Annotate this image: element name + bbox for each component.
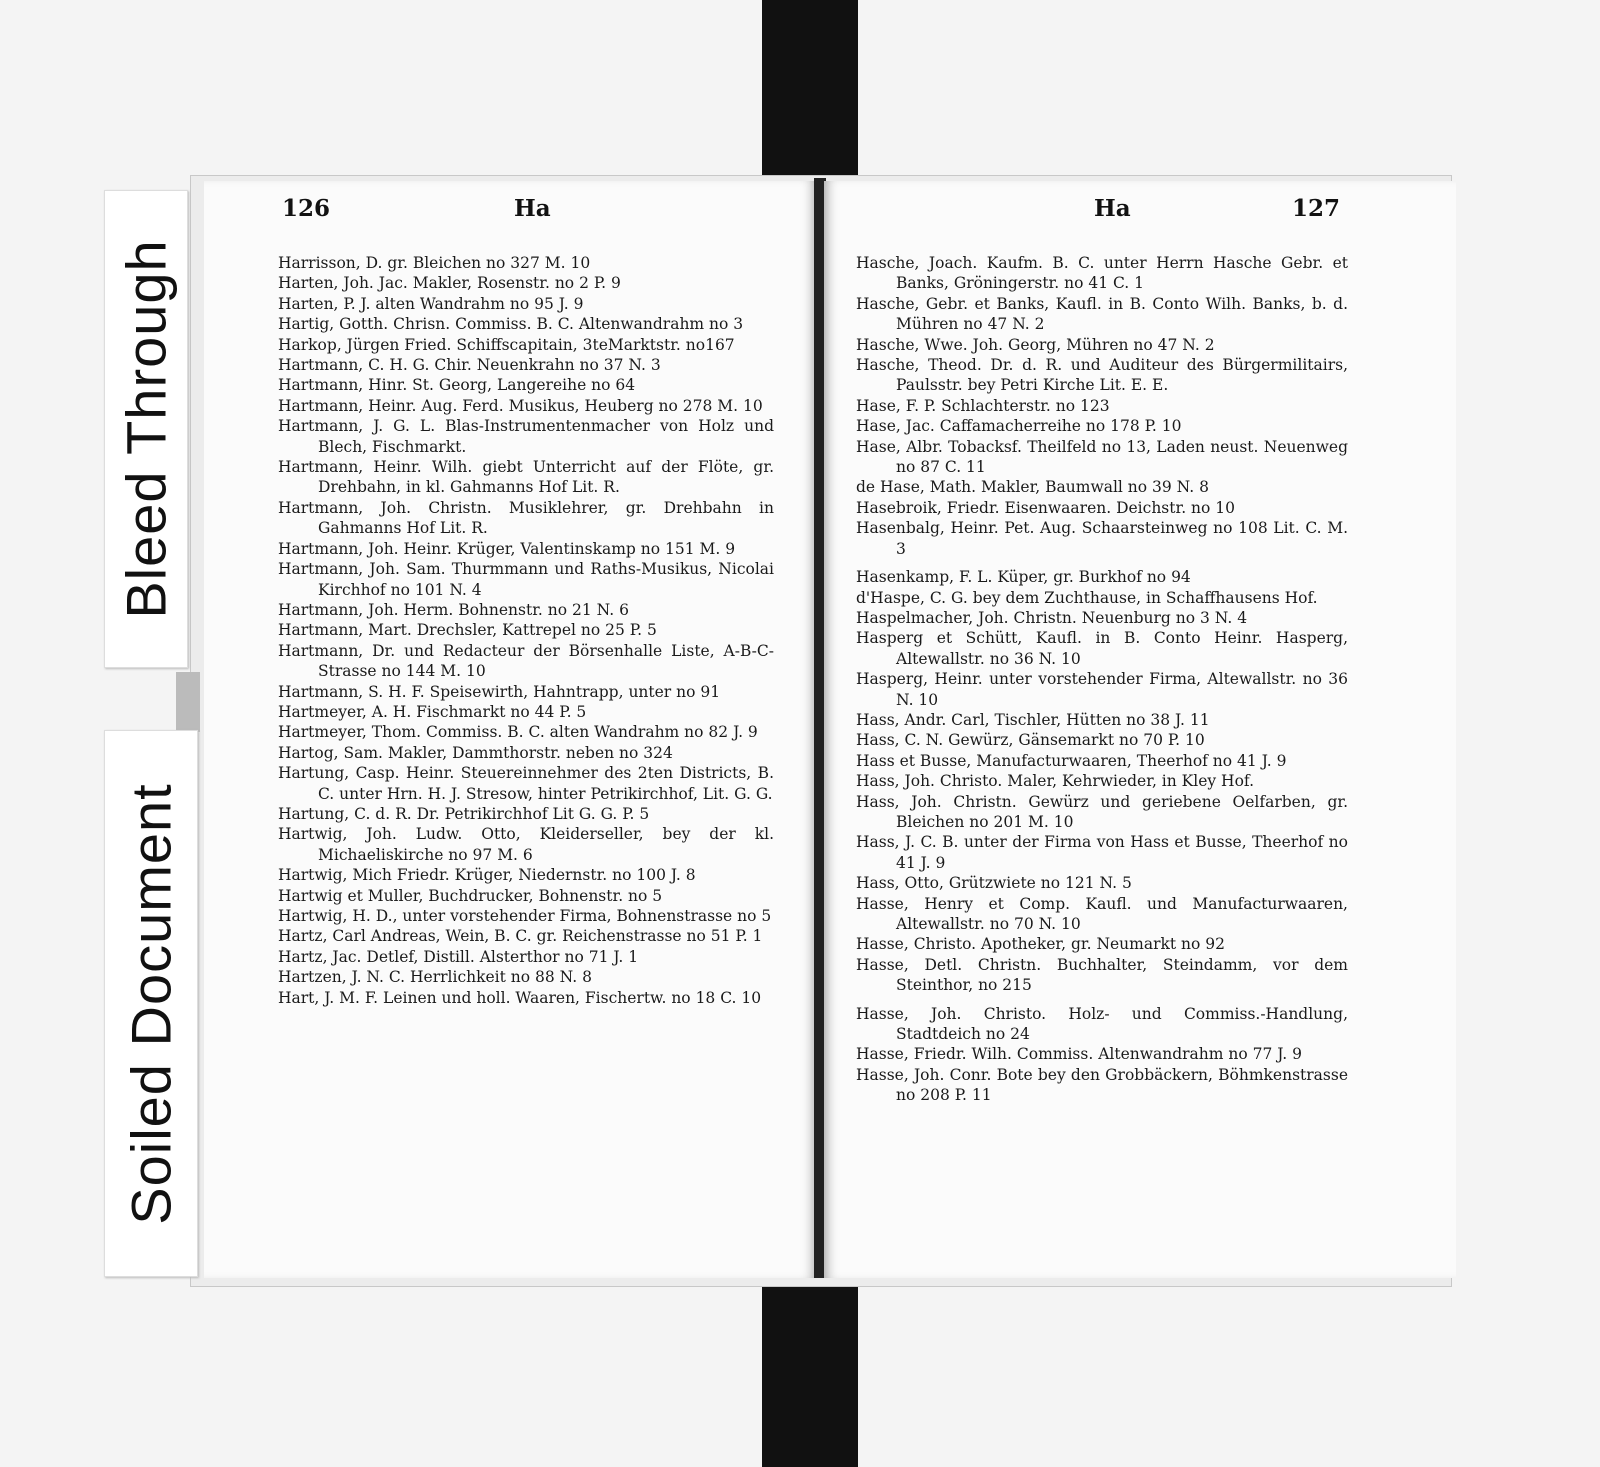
- directory-entry: de Hase, Math. Makler, Baumwall no 39 N. 8: [856, 478, 1209, 497]
- directory-entry: Hartmann, J. G. L. Blas-Instrumentenmacher von Holz und Blech, Fischmarkt.: [278, 417, 774, 456]
- tag-divider: [176, 672, 200, 732]
- directory-entry: Hasse, Christo. Apotheker, gr. Neumarkt no 92: [856, 935, 1226, 954]
- right-page: [824, 181, 1456, 1278]
- directory-entry: Hase, Jac. Caffamacherreihe no 178 P. 10: [856, 417, 1182, 436]
- left-entry-list: [278, 253, 774, 1008]
- directory-entry: Hasse, Henry et Comp. Kaufl. und Manufacturwaaren, Altewallstr. no 70 N. 10: [856, 894, 1348, 933]
- directory-entry: Hartmann, Joh. Sam. Thurmmann und Raths-Musikus, Nicolai Kirchhof no 101 N. 4: [278, 560, 774, 599]
- directory-entry: Harrisson, D. gr. Bleichen no 327 M. 10: [278, 254, 591, 272]
- directory-entry: Harkop, Jürgen Fried. Schiffscapitain, 3teMarktstr. no167: [278, 335, 735, 354]
- directory-entry: Hass, Otto, Grützwiete no 121 N. 5: [856, 874, 1132, 893]
- right-page-number: 127: [1291, 195, 1340, 222]
- directory-entry: Hass, C. N. Gewürz, Gänsemarkt no 70 P. 10: [856, 731, 1205, 750]
- directory-entry: Hartog, Sam. Makler, Dammthorstr. neben no 324: [278, 743, 673, 762]
- directory-entry: Hartmann, C. H. G. Chir. Neuenkrahn no 37 N. 3: [278, 356, 661, 375]
- directory-entry: Hartung, C. d. R. Dr. Petrikirchhof Lit G. G. P. 5: [278, 804, 650, 823]
- directory-entry: Hass, Joh. Christn. Gewürz und geriebene Oelfarben, gr. Bleichen no 201 M. 10: [856, 792, 1348, 831]
- left-running-head: Ha: [514, 195, 551, 222]
- left-page-header: [204, 195, 816, 235]
- directory-entry: Hartmann, Heinr. Aug. Ferd. Musikus, Heuberg no 278 M. 10: [278, 396, 763, 415]
- soiled-document-label: Soiled Document: [119, 782, 183, 1225]
- directory-entry: Harten, Joh. Jac. Makler, Rosenstr. no 2 P. 9: [278, 274, 621, 293]
- directory-entry: Hartmann, Joh. Christn. Musiklehrer, gr. Drehbahn in Gahmanns Hof Lit. R.: [278, 498, 774, 538]
- directory-entry: Hasebroik, Friedr. Eisenwaaren. Deichstr. no 10: [856, 498, 1236, 517]
- directory-entry: Hartwig, H. D., unter vorstehender Firma, Bohnenstrasse no 5: [278, 907, 772, 925]
- directory-entry: Hasse, Detl. Christn. Buchhalter, Steindamm, vor dem Steinthor, no 215: [856, 955, 1348, 995]
- directory-entry: Hartwig, Mich Friedr. Krüger, Niedernstr. no 100 J. 8: [278, 866, 696, 885]
- directory-entry: d'Haspe, C. G. bey dem Zuchthause, in Schaffhausens Hof.: [856, 588, 1318, 607]
- directory-entry: Hartmann, Joh. Heinr. Krüger, Valentinskamp no 151 M. 9: [278, 539, 736, 558]
- directory-entry: Hase, Albr. Tobacksf. Theilfeld no 13, Laden neust. Neuenweg no 87 C. 11: [856, 437, 1348, 477]
- directory-entry: Hartmann, Heinr. Wilh. giebt Unterricht auf der Flöte, gr. Drehbahn, in kl. Gahmanns Hof Lit. R.: [278, 458, 774, 497]
- right-entry-list: [856, 253, 1348, 1106]
- book-spine-top: [762, 0, 858, 176]
- bleed-through-tag: [104, 190, 188, 668]
- directory-entry: Hartz, Carl Andreas, Wein, B. C. gr. Reichenstrasse no 51 P. 1: [278, 927, 763, 946]
- directory-entry: Hasche, Theod. Dr. d. R. und Auditeur des Bürgermilitairs, Paulsstr. bey Petri Kirche Lit. E. E.: [856, 356, 1348, 395]
- book-spine-bottom: [762, 1277, 858, 1467]
- directory-entry: Hass, J. C. B. unter der Firma von Hass et Busse, Theerhof no 41 J. 9: [856, 833, 1348, 872]
- directory-entry: Hass, Andr. Carl, Tischler, Hütten no 38 J. 11: [856, 710, 1210, 729]
- left-page-number: 126: [282, 195, 331, 222]
- right-running-head: Ha: [1094, 195, 1131, 222]
- directory-entry: Hartig, Gotth. Chrisn. Commiss. B. C. Altenwandrahm no 3: [278, 315, 744, 334]
- directory-entry: Hartmann, S. H. F. Speisewirth, Hahntrapp, unter no 91: [278, 682, 721, 701]
- right-page-header: [824, 195, 1456, 235]
- directory-entry: Hass, Joh. Christo. Maler, Kehrwieder, in Kley Hof.: [856, 772, 1255, 791]
- directory-entry: Hartwig et Muller, Buchdrucker, Bohnenstr. no 5: [278, 886, 663, 905]
- directory-entry: Hasche, Wwe. Joh. Georg, Mühren no 47 N. 2: [856, 335, 1215, 354]
- directory-entry: Hasche, Gebr. et Banks, Kaufl. in B. Conto Wilh. Banks, b. d. Mühren no 47 N. 2: [856, 294, 1348, 334]
- bleed-through-label: Bleed Through: [114, 239, 178, 619]
- directory-entry: Hass et Busse, Manufacturwaaren, Theerhof no 41 J. 9: [856, 751, 1287, 770]
- directory-entry: Hartmann, Joh. Herm. Bohnenstr. no 21 N. 6: [278, 600, 629, 619]
- directory-entry: Hartmeyer, Thom. Commiss. B. C. alten Wandrahm no 82 J. 9: [278, 723, 758, 742]
- directory-entry: Hartmann, Hinr. St. Georg, Langereihe no 64: [278, 376, 636, 395]
- directory-entry: Haspelmacher, Joh. Christn. Neuenburg no 3 N. 4: [856, 608, 1248, 627]
- directory-entry: Hart, J. M. F. Leinen und holl. Waaren, Fischertw. no 18 C. 10: [278, 988, 762, 1007]
- directory-entry: Hasse, Joh. Conr. Bote bey den Grobbäckern, Böhmkenstrasse no 208 P. 11: [856, 1065, 1348, 1105]
- directory-entry: Hartung, Casp. Heinr. Steuereinnehmer des 2ten Districts, B. C. unter Hrn. H. J. Stresow, hinter Petrikirchhof, Lit. G. G.: [278, 764, 774, 803]
- directory-entry: Hasenkamp, F. L. Küper, gr. Burkhof no 94: [856, 568, 1191, 587]
- directory-entry: Hasperg, Heinr. unter vorstehender Firma, Altewallstr. no 36 N. 10: [856, 670, 1348, 709]
- directory-entry: Hasse, Friedr. Wilh. Commiss. Altenwandrahm no 77 J. 9: [856, 1045, 1303, 1064]
- directory-entry: Hartzen, J. N. C. Herrlichkeit no 88 N. 8: [278, 968, 592, 987]
- directory-entry: Hartmeyer, A. H. Fischmarkt no 44 P. 5: [278, 702, 587, 721]
- directory-entry: Hasenbalg, Heinr. Pet. Aug. Schaarsteinweg no 108 Lit. C. M. 3: [856, 519, 1348, 558]
- directory-entry: Hasche, Joach. Kaufm. B. C. unter Herrn Hasche Gebr. et Banks, Gröningerstr. no 41 C. 1: [856, 254, 1348, 293]
- directory-entry: Hasse, Joh. Christo. Holz- und Commiss.-Handlung, Stadtdeich no 24: [856, 1004, 1348, 1044]
- directory-entry: Hartwig, Joh. Ludw. Otto, Kleiderseller, bey der kl. Michaeliskirche no 97 M. 6: [278, 825, 774, 864]
- directory-entry: Hartmann, Dr. und Redacteur der Börsenhalle Liste, A-B-C-Strasse no 144 M. 10: [278, 641, 774, 681]
- directory-entry: Hase, F. P. Schlachterstr. no 123: [856, 396, 1110, 415]
- soiled-document-tag: [104, 730, 198, 1277]
- directory-entry: Hasperg et Schütt, Kaufl. in B. Conto Heinr. Hasperg, Altewallstr. no 36 N. 10: [856, 629, 1348, 668]
- directory-entry: Hartmann, Mart. Drechsler, Kattrepel no 25 P. 5: [278, 621, 657, 640]
- directory-entry: Harten, P. J. alten Wandrahm no 95 J. 9: [278, 294, 584, 313]
- left-page: [204, 181, 816, 1278]
- directory-entry: Hartz, Jac. Detlef, Distill. Alsterthor no 71 J. 1: [278, 947, 639, 966]
